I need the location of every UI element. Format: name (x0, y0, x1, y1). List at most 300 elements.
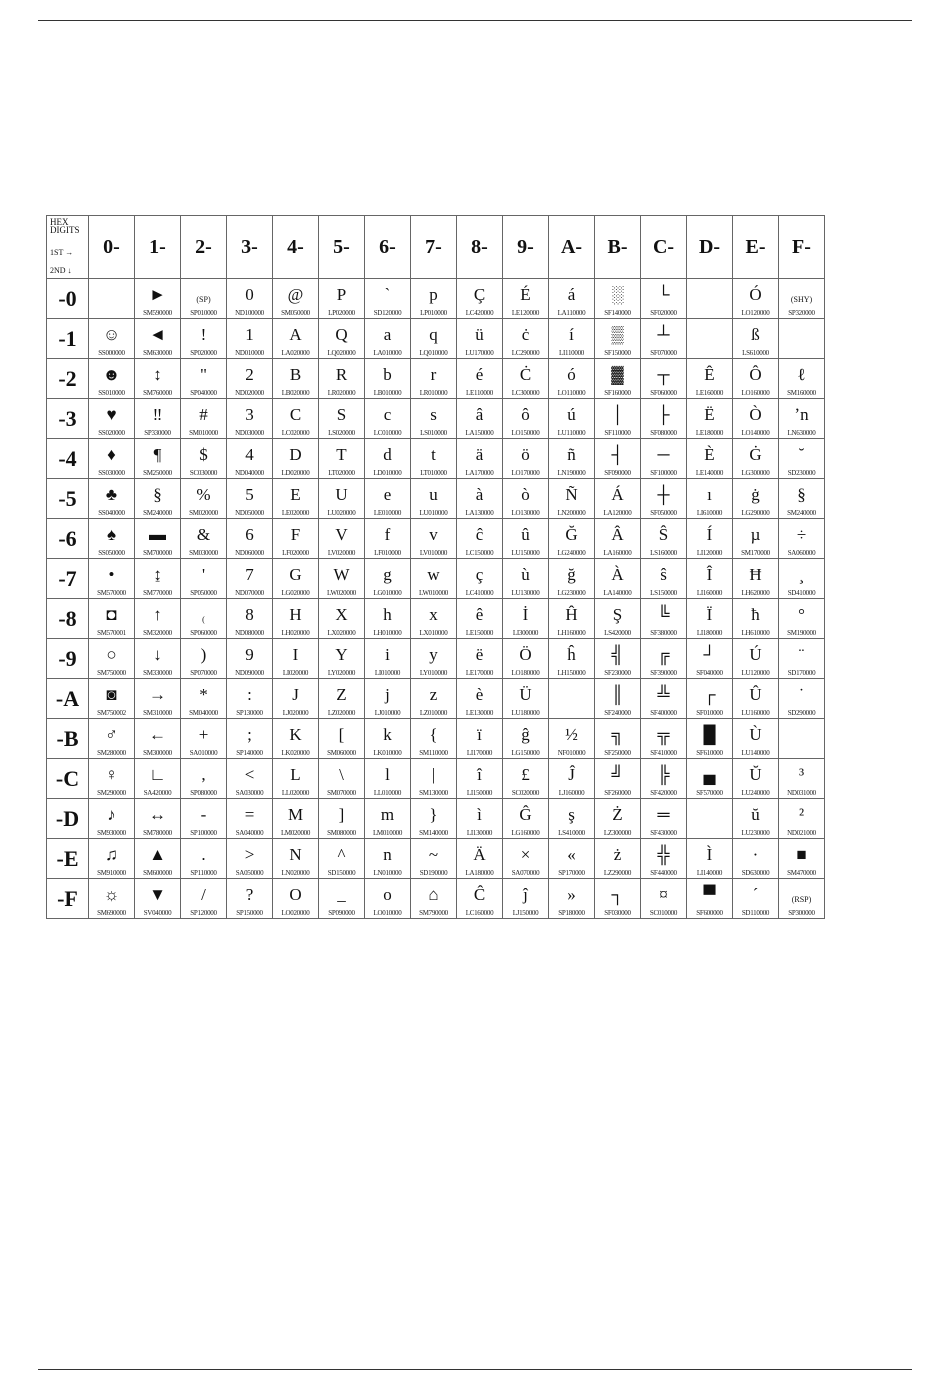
code-cell (181, 279, 227, 319)
cell-code: SF230000 (604, 669, 631, 677)
cell-code: SF240000 (604, 709, 631, 717)
cell-code: SF600000 (696, 909, 723, 917)
cell-code: SP110000 (190, 869, 217, 877)
cell-glyph: Ż (612, 805, 623, 824)
cell-glyph: Û (749, 685, 762, 704)
cell-code: SM750002 (97, 709, 126, 717)
cell-code: LP020000 (328, 309, 355, 317)
cell-code: SV040000 (143, 909, 172, 917)
cell-code: LU160000 (741, 709, 770, 717)
cell-code: SF260000 (604, 789, 631, 797)
code-cell (135, 799, 181, 839)
cell-code: LO160000 (741, 389, 770, 397)
cell-glyph: Ó (749, 285, 762, 304)
code-cell (319, 839, 365, 879)
code-cell (273, 279, 319, 319)
cell-glyph: ° (798, 605, 805, 624)
code-cell (181, 879, 227, 919)
table-row (47, 839, 825, 879)
code-cell (319, 759, 365, 799)
cell-code: SF110000 (604, 429, 631, 437)
cell-glyph: ▓ (611, 365, 624, 384)
cell-glyph: _ (337, 885, 346, 904)
code-cell (89, 519, 135, 559)
cell-glyph: ║ (611, 685, 624, 704)
cell-glyph: § (153, 485, 162, 504)
code-cell (549, 799, 595, 839)
column-header: 5- (319, 216, 365, 279)
cell-code: LN020000 (281, 869, 310, 877)
cell-code: LU140000 (741, 749, 770, 757)
code-cell (779, 399, 825, 439)
cell-glyph: o (383, 885, 392, 904)
cell-code: LZ020000 (327, 709, 356, 717)
code-cell (365, 319, 411, 359)
cell-glyph: ß (751, 325, 760, 344)
code-cell (273, 559, 319, 599)
cell-glyph: Ŝ (658, 525, 669, 544)
cell-glyph: ← (149, 725, 166, 744)
cell-glyph: 9 (245, 645, 254, 664)
cell-glyph: É (520, 285, 531, 304)
cell-code: LN190000 (557, 469, 586, 477)
cell-glyph: v (429, 525, 438, 544)
code-cell (503, 839, 549, 879)
cell-glyph: } (429, 805, 438, 824)
cell-code: LA120000 (603, 509, 632, 517)
cell-glyph: " (200, 365, 207, 384)
cell-code: SA420000 (143, 789, 172, 797)
cell-glyph: Ê (704, 365, 715, 384)
code-cell (733, 639, 779, 679)
code-cell (365, 719, 411, 759)
cell-code: LU240000 (741, 789, 770, 797)
cell-glyph: ┼ (657, 485, 670, 504)
cell-glyph: V (335, 525, 348, 544)
code-cell (595, 839, 641, 879)
code-cell (779, 839, 825, 879)
cell-code: LA140000 (603, 589, 632, 597)
code-cell (641, 359, 687, 399)
cell-glyph: Ğ (565, 525, 578, 544)
code-cell (503, 399, 549, 439)
code-cell (457, 359, 503, 399)
cell-code: LA010000 (373, 349, 402, 357)
cell-glyph: F (290, 525, 301, 544)
cell-glyph: \ (339, 765, 344, 784)
cell-code: SD110000 (741, 909, 770, 917)
cell-glyph: b (383, 365, 392, 384)
code-cell (411, 799, 457, 839)
column-header: F- (779, 216, 825, 279)
code-cell (365, 399, 411, 439)
code-cell (595, 639, 641, 679)
code-cell (227, 599, 273, 639)
code-cell (135, 439, 181, 479)
code-cell (549, 639, 595, 679)
code-cell (135, 599, 181, 639)
column-header: C- (641, 216, 687, 279)
row-header: -8 (47, 599, 89, 639)
cell-code: LO110000 (557, 389, 586, 397)
cell-glyph: ^ (337, 845, 346, 864)
cell-code: SD170000 (787, 669, 816, 677)
cell-code: SA050000 (235, 869, 264, 877)
cell-glyph: ` (384, 285, 391, 304)
code-cell (779, 519, 825, 559)
code-cell (227, 319, 273, 359)
cell-code: SD190000 (419, 869, 448, 877)
cell-glyph: . (201, 845, 206, 864)
cell-glyph: Ô (749, 365, 762, 384)
cell-glyph: ╝ (611, 765, 624, 784)
cell-glyph: x (429, 605, 438, 624)
cell-code: LN630000 (787, 429, 816, 437)
cell-glyph: n (383, 845, 392, 864)
cell-glyph: d (383, 445, 392, 464)
cell-code: SP020000 (190, 349, 217, 357)
cell-glyph: í (569, 325, 574, 344)
code-cell (411, 559, 457, 599)
cell-code: LC300000 (511, 389, 540, 397)
code-cell (457, 639, 503, 679)
table-row (47, 719, 825, 759)
cell-glyph: ☺ (102, 325, 121, 344)
cell-code: LI130000 (466, 829, 493, 837)
cell-glyph: ¸ (798, 565, 805, 584)
cell-glyph: p (429, 285, 438, 304)
cell-glyph: < (244, 765, 255, 784)
code-cell (135, 359, 181, 399)
cell-glyph: ʼn (794, 405, 809, 424)
cell-code: SA030000 (235, 789, 264, 797)
cell-glyph: ♦ (107, 445, 116, 464)
cell-glyph: ▬ (149, 525, 166, 544)
code-cell (319, 799, 365, 839)
cell-glyph: f (384, 525, 391, 544)
code-cell (733, 799, 779, 839)
cell-code: SF080000 (650, 429, 677, 437)
cell-code: SP010000 (190, 309, 217, 317)
cell-glyph: ♪ (107, 805, 116, 824)
code-cell (641, 839, 687, 879)
cell-code: ND060000 (235, 549, 264, 557)
hex-digits-label: HEX DIGITS (50, 217, 80, 235)
code-cell (503, 599, 549, 639)
code-cell (641, 799, 687, 839)
cell-glyph: = (244, 805, 255, 824)
cell-code: LM010000 (372, 829, 403, 837)
code-cell (733, 719, 779, 759)
cell-glyph: ñ (567, 445, 576, 464)
cell-code: LE130000 (465, 709, 494, 717)
code-cell (779, 799, 825, 839)
code-cell (503, 279, 549, 319)
code-cell (779, 679, 825, 719)
cell-glyph: ♥ (106, 405, 117, 424)
cell-code: LA170000 (465, 469, 494, 477)
cell-glyph: Ñ (565, 485, 578, 504)
cell-glyph: ↕ (153, 365, 162, 384)
cell-glyph: ' (201, 565, 206, 584)
cell-code: ND050000 (235, 509, 264, 517)
cell-glyph: ç (475, 565, 484, 584)
cell-glyph: K (289, 725, 302, 744)
cell-code: LZ010000 (419, 709, 448, 717)
cell-glyph: H (289, 605, 302, 624)
cell-glyph: ) (200, 645, 207, 664)
cell-glyph: ↓ (153, 645, 162, 664)
code-cell (733, 479, 779, 519)
cell-glyph: ò (521, 485, 530, 504)
code-cell (641, 639, 687, 679)
code-cell (181, 679, 227, 719)
code-cell (135, 519, 181, 559)
cell-code: SA010000 (189, 749, 218, 757)
column-header-row (47, 216, 825, 279)
cell-code: LH610000 (741, 629, 770, 637)
cell-code: LU180000 (511, 709, 540, 717)
cell-code: LI150000 (466, 789, 493, 797)
cell-glyph: $ (199, 445, 208, 464)
cell-code: SM780000 (143, 829, 172, 837)
code-cell (411, 879, 457, 919)
row-header: -B (47, 719, 89, 759)
code-cell (733, 559, 779, 599)
code-cell (181, 559, 227, 599)
table-row (47, 679, 825, 719)
cell-code: SD150000 (327, 869, 356, 877)
code-cell (273, 319, 319, 359)
code-cell (503, 319, 549, 359)
cell-glyph: ħ (751, 605, 760, 624)
code-cell (181, 759, 227, 799)
cell-code: LG020000 (281, 589, 310, 597)
cell-glyph: ╣ (611, 645, 624, 664)
cell-glyph: l (385, 765, 390, 784)
cell-code: SP150000 (236, 909, 263, 917)
code-cell (411, 439, 457, 479)
code-cell (503, 519, 549, 559)
code-cell (181, 319, 227, 359)
code-cell (411, 519, 457, 559)
cell-glyph: └ (657, 285, 670, 304)
cell-glyph: e (383, 485, 392, 504)
cell-code: SM790000 (419, 909, 448, 917)
cell-code: SP300000 (788, 909, 815, 917)
cell-glyph: 7 (245, 565, 254, 584)
code-cell (89, 319, 135, 359)
cell-code: LV020000 (327, 549, 356, 557)
cell-glyph: ê (475, 605, 484, 624)
code-cell (641, 439, 687, 479)
cell-glyph: ŝ (660, 565, 667, 584)
cell-glyph: ‼ (152, 405, 163, 424)
row-header: -5 (47, 479, 89, 519)
cell-glyph: Ï (706, 605, 713, 624)
code-cell (411, 639, 457, 679)
cell-code: SD410000 (787, 589, 816, 597)
cell-code: LT020000 (328, 469, 355, 477)
code-cell (365, 519, 411, 559)
cell-code: LD020000 (281, 469, 310, 477)
code-cell (89, 839, 135, 879)
cell-glyph: L (290, 765, 301, 784)
cell-glyph: ] (338, 805, 345, 824)
cell-glyph: │ (611, 405, 624, 424)
cell-code: SM690000 (97, 909, 126, 917)
cell-code: LA020000 (281, 349, 310, 357)
cell-code: SS030000 (98, 469, 125, 477)
code-cell (457, 799, 503, 839)
cell-code: LI180000 (696, 629, 723, 637)
cell-glyph: Ĉ (473, 885, 486, 904)
cell-code: LE170000 (465, 669, 494, 677)
code-cell (779, 319, 825, 359)
cell-glyph: ♂ (105, 725, 118, 744)
row-header: -4 (47, 439, 89, 479)
cell-glyph: 2 (245, 365, 254, 384)
table-row (47, 439, 825, 479)
cell-code: SF150000 (604, 349, 631, 357)
cell-code: LZ290000 (603, 869, 632, 877)
cell-code: SM240000 (787, 509, 816, 517)
cell-glyph: Ĥ (565, 605, 578, 624)
code-cell (457, 559, 503, 599)
code-cell (503, 719, 549, 759)
code-cell (273, 799, 319, 839)
cell-glyph: , (201, 765, 206, 784)
cell-code: ND020000 (235, 389, 264, 397)
cell-glyph: • (108, 565, 115, 584)
table-row (47, 599, 825, 639)
cell-glyph: Ú (749, 645, 762, 664)
code-cell (135, 879, 181, 919)
cell-code: LE010000 (373, 509, 402, 517)
column-header: A- (549, 216, 595, 279)
cell-code: LY020000 (327, 669, 356, 677)
code-cell (733, 879, 779, 919)
cell-glyph: ; (247, 725, 252, 744)
cell-code: LE150000 (465, 629, 494, 637)
cell-code: SM310000 (143, 709, 172, 717)
code-cell (89, 439, 135, 479)
code-cell (89, 399, 135, 439)
cell-glyph: z (429, 685, 438, 704)
cell-glyph: g (383, 565, 392, 584)
cell-code: SP070000 (190, 669, 217, 677)
code-cell (595, 399, 641, 439)
cell-code: SP140000 (236, 749, 263, 757)
table-row (47, 399, 825, 439)
cell-glyph: r (430, 365, 437, 384)
cell-code: LS410000 (558, 829, 585, 837)
cell-glyph: ĝ (521, 725, 530, 744)
cell-code: ND031000 (787, 789, 816, 797)
cell-glyph: ■ (796, 845, 807, 864)
code-cell (135, 679, 181, 719)
table-row (47, 879, 825, 919)
bottom-rule (38, 1369, 912, 1370)
code-cell (595, 519, 641, 559)
cell-glyph: « (567, 845, 576, 864)
cell-glyph: ÷ (796, 525, 807, 544)
code-cell (503, 879, 549, 919)
table-row (47, 759, 825, 799)
cell-code: SS000000 (98, 349, 125, 357)
cell-glyph: c (383, 405, 392, 424)
cell-code: LS420000 (604, 629, 631, 637)
cell-glyph: ► (149, 285, 166, 304)
code-cell (687, 679, 733, 719)
code-cell (273, 599, 319, 639)
cell-glyph: µ (750, 525, 761, 544)
code-cell (411, 479, 457, 519)
table-row (47, 639, 825, 679)
code-cell (181, 479, 227, 519)
cell-code: ND100000 (235, 309, 264, 317)
cell-code: LE180000 (695, 429, 724, 437)
code-cell (227, 439, 273, 479)
hex-digits-corner (47, 216, 89, 279)
code-cell (319, 879, 365, 919)
cell-glyph: 1 (245, 325, 254, 344)
cell-glyph: ĥ (567, 645, 576, 664)
cell-glyph: ▒ (611, 325, 624, 344)
cell-glyph: ◘ (106, 605, 117, 624)
code-cell (227, 519, 273, 559)
top-rule (38, 20, 912, 21)
code-cell (549, 439, 595, 479)
cell-code: SM280000 (97, 749, 126, 757)
cell-code: SM570001 (97, 629, 126, 637)
code-cell (595, 599, 641, 639)
row-header: -C (47, 759, 89, 799)
cell-glyph: : (247, 685, 252, 704)
code-cell (687, 519, 733, 559)
cell-glyph: ĵ (523, 885, 528, 904)
cell-glyph: ´ (752, 885, 759, 904)
code-cell (89, 759, 135, 799)
column-header: 1- (135, 216, 181, 279)
code-cell (135, 279, 181, 319)
cell-glyph: * (199, 685, 208, 704)
cell-code: SF050000 (650, 509, 677, 517)
cell-glyph: w (427, 565, 440, 584)
cell-code: SA060000 (787, 549, 816, 557)
code-cell (549, 359, 595, 399)
code-cell (641, 479, 687, 519)
code-cell (89, 679, 135, 719)
code-cell (779, 479, 825, 519)
cell-code: SP100000 (190, 829, 217, 837)
cell-glyph: [ (338, 725, 345, 744)
table-row (47, 479, 825, 519)
code-cell (319, 559, 365, 599)
cell-code: LU110000 (557, 429, 586, 437)
cell-code: SC010000 (649, 909, 678, 917)
code-cell (595, 879, 641, 919)
cell-code: ND070000 (235, 589, 264, 597)
cell-glyph: R (335, 365, 348, 384)
cell-code: SM250000 (143, 469, 172, 477)
cell-glyph: Â (611, 525, 624, 544)
cell-code: SM160000 (787, 389, 816, 397)
code-cell (181, 719, 227, 759)
code-cell (365, 799, 411, 839)
cell-glyph: q (429, 325, 438, 344)
cell-glyph: ⌂ (428, 885, 439, 904)
